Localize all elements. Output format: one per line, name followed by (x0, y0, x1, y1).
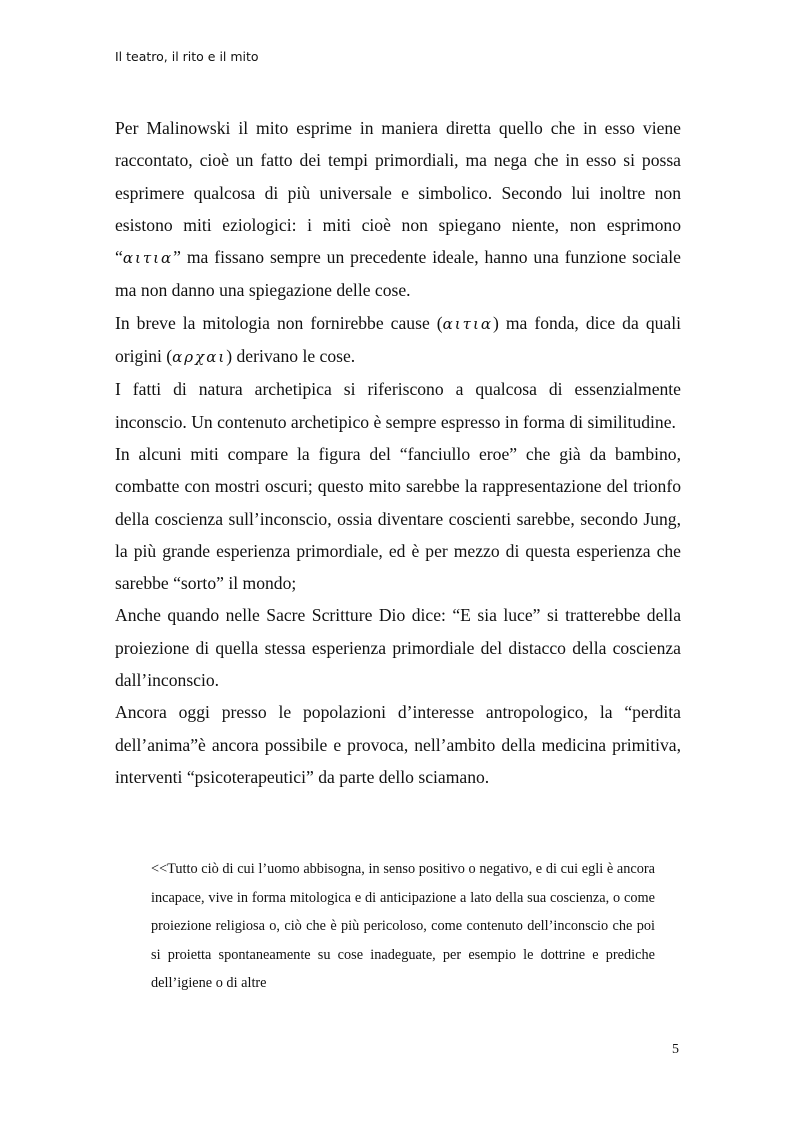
block-quote: <<Tutto ciò di cui l’uomo abbisogna, in senso positivo o negativo, e di cui egli è ancora incapace, vive in forma mitologica e di anticipazione a lato della sua coscienza, o come proiezione religiosa o, ciò che è più pericoloso, come contenuto dell’inconscio che poi si proietta spontaneamente su cose inadeguate, per esempio le dottrine e prediche dell’igiene o di altre (151, 861, 655, 992)
greek-term-aitia: αιτια (442, 314, 493, 333)
running-header: Il teatro, il rito e il mito (115, 49, 259, 64)
paragraph-sacre-scritture: Anche quando nelle Sacre Scritture Dio dice: “E sia luce” si tratterebbe della proiezione di quella stessa esperienza primordiale del distacco della coscienza dall’inconscio. (115, 605, 681, 691)
paragraph-malinowski (115, 112, 681, 307)
page-number: 5 (672, 1042, 679, 1057)
paragraph-archetipi: I fatti di natura archetipica si riferiscono a qualcosa di essenzialmente inconscio. Un contenuto archetipico è sempre espresso in forma di similitudine. (115, 379, 681, 432)
body-text (115, 112, 681, 793)
paragraph-text: ) ma fonda, dice da quali origini ( (115, 312, 681, 367)
greek-term-archai: αρχαι (172, 348, 227, 367)
greek-term-aitia: αιτια (122, 249, 174, 268)
paragraph-text: In breve la mitologia non fornirebbe cause ( (115, 312, 443, 333)
paragraph-perdita-anima: Ancora oggi presso le popolazioni d’interesse antropologico, la “perdita dell’anima”è ancora possibile e provoca, nell’ambito della medicina primitiva, interventi “psicoterapeutici” da parte dello sciamano. (115, 702, 681, 787)
paragraph-text: ” ma fissano sempre un precedente ideale, hanno una funzione sociale ma non danno una spiegazione delle cose. (115, 247, 681, 301)
paragraph-mitologia (115, 307, 681, 374)
paragraph-text: ) derivano le cose. (226, 346, 356, 367)
paragraph-text: Per Malinowski il mito esprime in maniera diretta quello che in esso viene raccontato, cioè un fatto dei tempi primordiali, ma nega che in esso si possa esprimere qualcosa di più universale e simbolico. Secondo lui inoltre non esistono miti eziologici: i miti cioè non spiegano niente, non esprimono “ (115, 118, 681, 268)
paragraph-fanciullo-eroe: In alcuni miti compare la figura del “fanciullo eroe” che già da bambino, combatte con mostri oscuri; questo mito sarebbe la rappresentazione del trionfo della coscienza sull’inconscio, ossia diventare coscienti sarebbe, secondo Jung, la più grande esperienza primordiale, ed è per mezzo di questa esperienza che sarebbe “sorto” il mondo; (115, 443, 681, 594)
